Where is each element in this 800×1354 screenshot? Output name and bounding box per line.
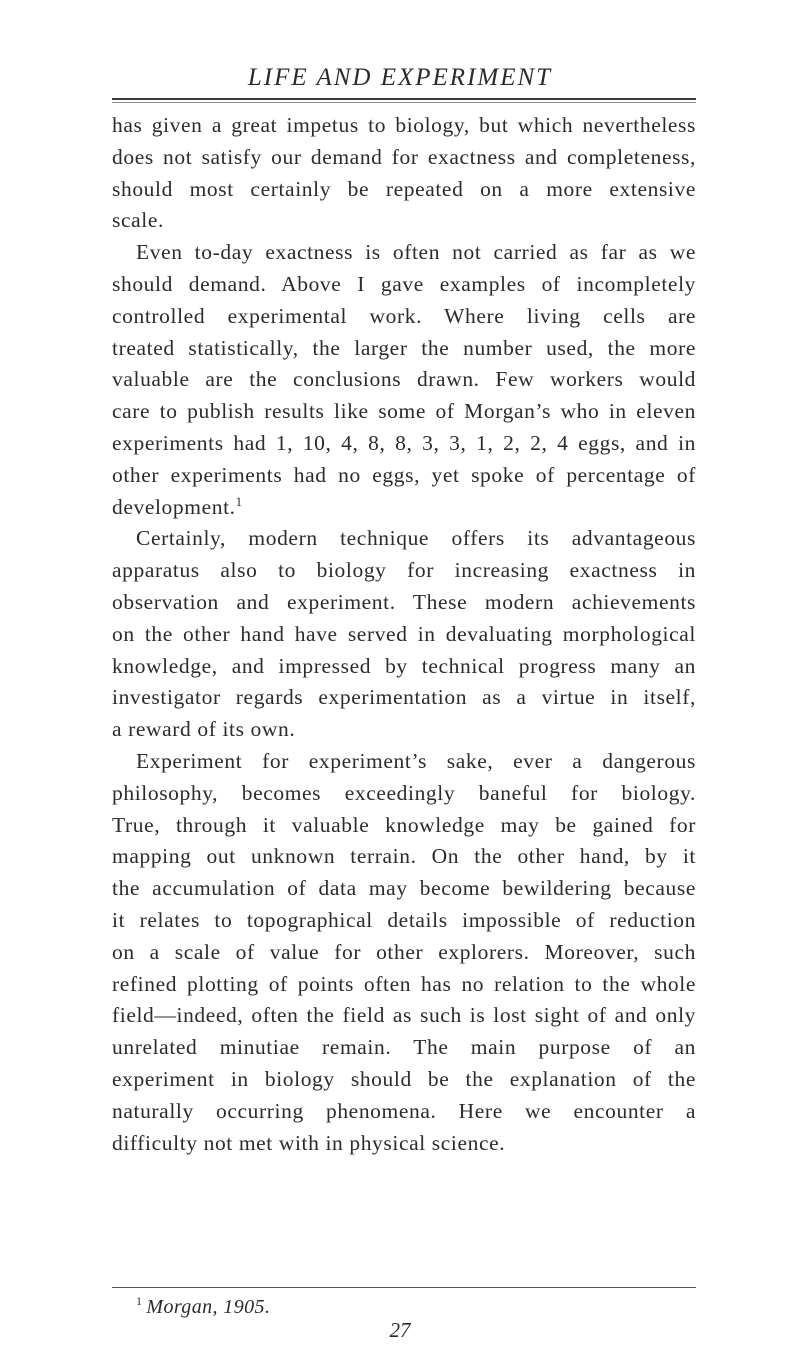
body-text	[112, 110, 696, 1159]
text-line: experiments had 1, 10, 4, 8, 8, 3, 3, 1, 2, 2, 4 eggs, and in	[112, 430, 696, 455]
header-rule-thin	[112, 102, 696, 103]
text-line: it relates to topographical details impossible of reduction	[112, 907, 696, 932]
text-line: should most certainly be repeated on a more extensive	[112, 176, 696, 201]
text-line: philosophy, becomes exceedingly baneful for biology.	[112, 780, 696, 805]
footnote-text: Morgan, 1905.	[146, 1296, 271, 1318]
text-line: Even to-day exactness is often not carried as far as we	[136, 240, 696, 265]
text-line: Experiment for experiment’s sake, ever a dangerous	[136, 748, 696, 773]
text-line: unrelated minutiae remain. The main purpose of an	[112, 1035, 696, 1060]
text-line: investigator regards experimentation as a virtue in itself,	[112, 685, 696, 710]
paragraph-1	[112, 110, 696, 237]
text-line: refined plotting of points often has no relation to the whole	[112, 971, 696, 996]
text-line: other experiments had no eggs, yet spoke of percentage of	[112, 462, 696, 487]
text-line: mapping out unknown terrain. On the other hand, by it	[112, 844, 696, 869]
paragraph-3	[112, 523, 696, 746]
text-line: should demand. Above I gave examples of incompletely	[112, 271, 696, 296]
text-line: experiment in biology should be the explanation of the	[112, 1066, 696, 1091]
footnote-rule	[112, 1287, 696, 1288]
text-line: scale.	[112, 208, 164, 233]
text-line: controlled experimental work. Where living cells are	[112, 303, 696, 328]
text-line: a reward of its own.	[112, 717, 296, 742]
text-line: difficulty not met with in physical science.	[112, 1130, 506, 1155]
text-line: True, through it valuable knowledge may be gained for	[112, 812, 696, 837]
page-number: 27	[389, 1318, 411, 1342]
text-line: Certainly, modern technique offers its advantageous	[136, 526, 696, 551]
text-line: apparatus also to biology for increasing exactness in	[112, 558, 696, 583]
text-line: treated statistically, the larger the number used, the more	[112, 335, 696, 360]
text-line-with-footnote	[112, 492, 696, 524]
footnote	[136, 1296, 270, 1319]
paragraph-4	[112, 746, 696, 1159]
footnote-reference[interactable]: 1	[235, 493, 243, 509]
paragraph-2	[112, 237, 696, 523]
text-line: does not satisfy our demand for exactness and completeness,	[112, 144, 696, 169]
text-line: development.	[112, 494, 236, 519]
text-line: knowledge, and impressed by technical progress many an	[112, 653, 696, 678]
text-line: on a scale of value for other explorers. Moreover, such	[112, 939, 696, 964]
text-line: naturally occurring phenomena. Here we encounter a	[112, 1098, 696, 1123]
text-line: has given a great impetus to biology, but which nevertheless	[112, 113, 696, 137]
text-line: field—indeed, often the field as such is lost sight of and only	[112, 1003, 696, 1028]
footnote-marker: 1	[136, 1294, 143, 1308]
running-head: LIFE AND EXPERIMENT	[247, 64, 553, 91]
text-line: observation and experiment. These modern achievements	[112, 589, 696, 614]
text-line: on the other hand have served in devaluating morphological	[112, 621, 696, 646]
header-rule	[112, 98, 696, 100]
text-line: valuable are the conclusions drawn. Few workers would	[112, 367, 696, 392]
text-line: the accumulation of data may become bewildering because	[112, 876, 696, 901]
text-line: care to publish results like some of Morgan’s who in eleven	[112, 399, 696, 424]
